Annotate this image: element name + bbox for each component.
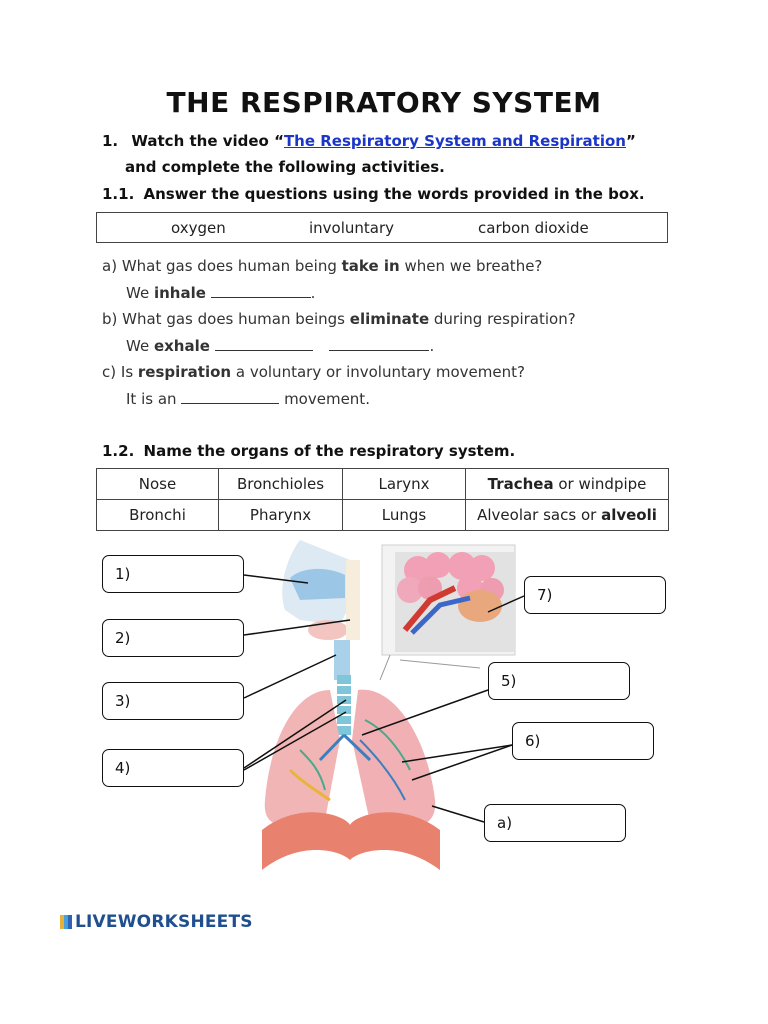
label-box-2[interactable] (102, 619, 244, 657)
video-link[interactable]: The Respiratory System and Respiration (283, 132, 626, 150)
cell-text: Alveolar sacs or (477, 506, 602, 524)
answer-a-blank[interactable] (211, 283, 311, 298)
section-text: Name the organs of the respiratory system. (143, 442, 516, 460)
label-number: 4) (115, 759, 131, 777)
head-airway (282, 540, 360, 680)
question-text: Is (120, 363, 138, 381)
question-c (102, 363, 525, 381)
page-title: THE RESPIRATORY SYSTEM (166, 86, 602, 119)
table-cell: Lungs (343, 500, 466, 531)
answer-c-blank[interactable] (181, 389, 279, 404)
table-cell: Pharynx (219, 500, 343, 531)
answer-c (126, 389, 370, 408)
answer-period: . (429, 337, 435, 355)
table-cell: Bronchioles (219, 469, 343, 500)
cell-bold: Trachea (487, 475, 554, 493)
label-box-6[interactable] (512, 722, 654, 760)
alveoli-inset (380, 545, 515, 680)
answer-keyword: exhale (153, 337, 210, 355)
footer-text: LIVEWORKSHEETS (75, 912, 253, 932)
table-cell (466, 469, 669, 500)
answer-period: . (310, 284, 316, 302)
label-box-7[interactable] (524, 576, 666, 614)
table-row (97, 500, 669, 531)
question-text: What gas does human beings (122, 310, 350, 328)
section-number: 1.2. (102, 442, 135, 460)
question-a (102, 257, 542, 275)
answer-text: We (126, 337, 154, 355)
answer-a (126, 283, 315, 302)
label-number: 7) (537, 586, 553, 604)
table-row (97, 469, 669, 500)
question-text-end: a voluntary or involuntary movement? (231, 363, 525, 381)
label-number: 1) (115, 565, 131, 583)
label-box-3[interactable] (102, 682, 244, 720)
instruction-quote-end: ” (625, 132, 636, 150)
label-number: 2) (115, 629, 131, 647)
word-carbon-dioxide: carbon dioxide (478, 219, 589, 237)
label-number: 3) (115, 692, 131, 710)
word-oxygen: oxygen (171, 219, 226, 237)
table-cell (466, 500, 669, 531)
section-number: 1.1. (102, 185, 135, 203)
question-letter: c) (102, 363, 117, 381)
label-number: a) (497, 814, 513, 832)
section-1-2-heading (102, 442, 515, 460)
word-involuntary: involuntary (309, 219, 395, 237)
cell-bold: alveoli (601, 506, 657, 524)
label-number: 6) (525, 732, 541, 750)
liveworksheets-icon (60, 915, 72, 929)
answer-text: It is an (126, 390, 182, 408)
answer-text-end: movement. (279, 390, 370, 408)
label-number: 5) (501, 672, 517, 690)
question-keyword: eliminate (349, 310, 430, 328)
label-box-5[interactable] (488, 662, 630, 700)
liveworksheets-logo[interactable] (60, 912, 253, 932)
label-box-a[interactable] (484, 804, 626, 842)
question-text-end: during respiration? (429, 310, 576, 328)
answer-b-blank-2[interactable] (329, 336, 429, 351)
cell-text: or windpipe (553, 475, 647, 493)
organs-table (96, 468, 669, 531)
question-keyword: take in (341, 257, 400, 275)
question-text: What gas does human being (121, 257, 342, 275)
question-text-end: when we breathe? (399, 257, 543, 275)
answer-text: We (126, 284, 154, 302)
instruction-number: 1. (102, 132, 119, 150)
label-box-1[interactable] (102, 555, 244, 593)
section-1-1-heading (102, 185, 645, 203)
question-b (102, 310, 576, 328)
answer-b (126, 336, 434, 355)
question-keyword: respiration (137, 363, 232, 381)
word-box (96, 212, 668, 243)
diaphragm-drawing (262, 812, 440, 870)
table-cell: Larynx (343, 469, 466, 500)
table-cell: Nose (97, 469, 219, 500)
question-letter: a) (102, 257, 118, 275)
table-cell: Bronchi (97, 500, 219, 531)
instruction-1-line2: and complete the following activities. (125, 158, 445, 176)
question-letter: b) (102, 310, 118, 328)
answer-b-blank-1[interactable] (215, 336, 313, 351)
answer-keyword: inhale (153, 284, 206, 302)
label-box-4[interactable] (102, 749, 244, 787)
instruction-text: Watch the video “ (131, 132, 284, 150)
section-text: Answer the questions using the words provided in the box. (143, 185, 645, 203)
instruction-1 (102, 132, 636, 150)
